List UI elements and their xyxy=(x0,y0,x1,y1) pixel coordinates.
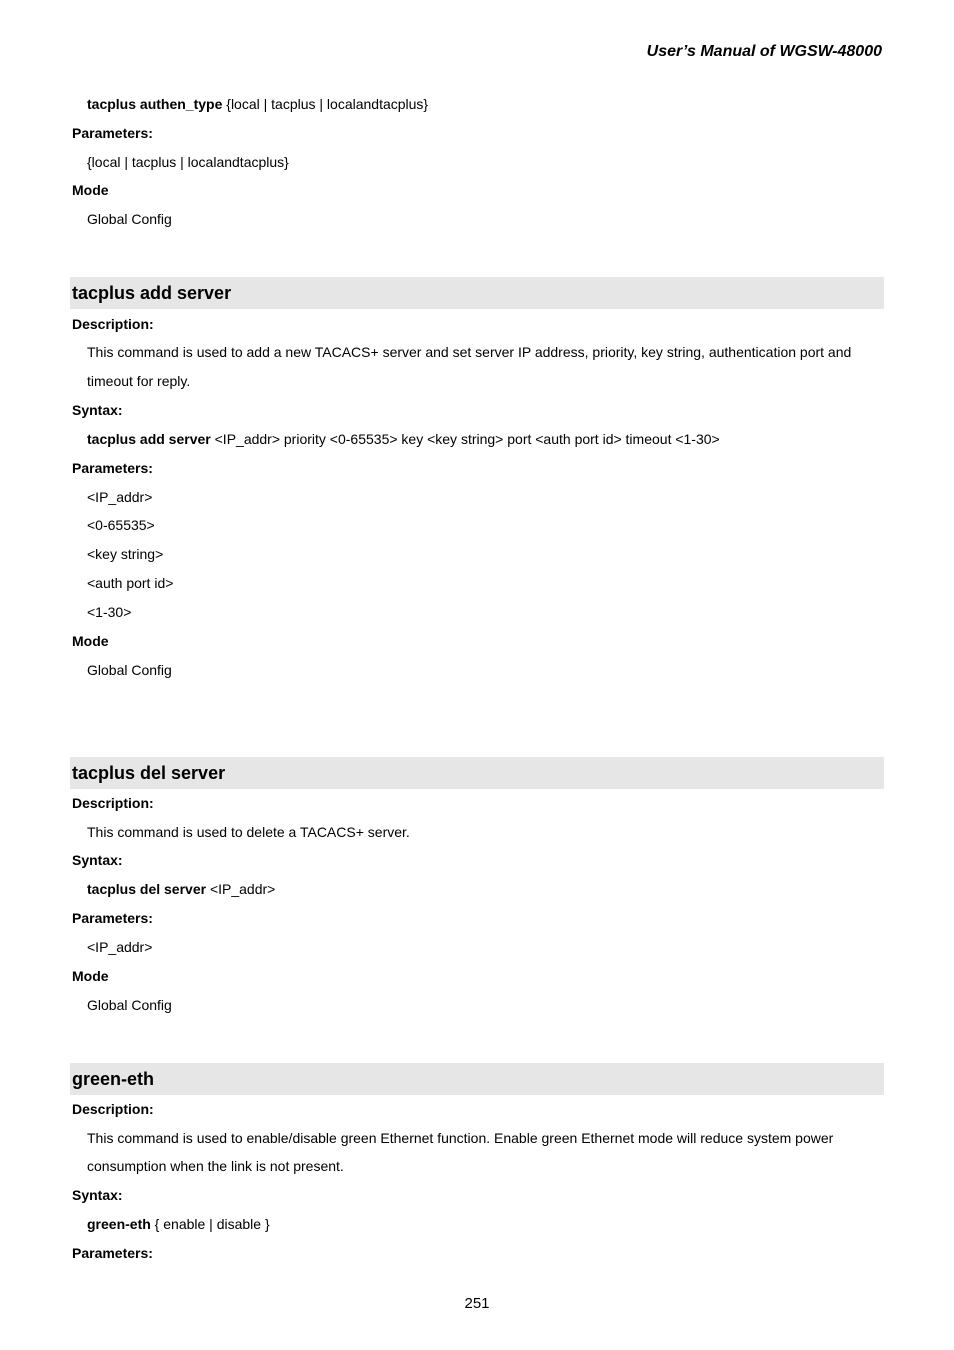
mode-value: Global Config xyxy=(87,997,172,1013)
syntax-command: tacplus authen_type xyxy=(87,96,223,112)
parameter-item: <IP_addr> xyxy=(87,489,153,505)
section-title: tacplus del server xyxy=(72,763,226,783)
syntax-arguments: <IP_addr> xyxy=(206,881,276,897)
mode-label: Mode xyxy=(72,968,109,984)
description-label: Description: xyxy=(72,316,154,332)
page-number: 251 xyxy=(464,1295,490,1312)
syntax-line xyxy=(87,1216,270,1232)
description-label: Description: xyxy=(72,1101,154,1117)
mode-label: Mode xyxy=(72,182,109,198)
parameters-label: Parameters: xyxy=(72,460,153,476)
parameter-item: <IP_addr> xyxy=(87,939,153,955)
parameters-label: Parameters: xyxy=(72,125,153,141)
parameter-item: <0-65535> xyxy=(87,517,155,533)
syntax-label: Syntax: xyxy=(72,1187,123,1203)
syntax-command: green-eth xyxy=(87,1216,151,1232)
section-title: tacplus add server xyxy=(72,283,232,303)
mode-value: Global Config xyxy=(87,662,172,678)
syntax-command: tacplus add server xyxy=(87,431,211,447)
parameter-item: <1-30> xyxy=(87,604,132,620)
mode-value: Global Config xyxy=(87,211,172,227)
parameter-item: {local | tacplus | localandtacplus} xyxy=(87,154,289,170)
syntax-line xyxy=(87,881,275,897)
mode-label: Mode xyxy=(72,633,109,649)
description-label: Description: xyxy=(72,795,154,811)
section-heading-tacplus-add-server xyxy=(70,277,884,309)
manual-header-title: User’s Manual of WGSW-48000 xyxy=(646,43,882,60)
syntax-arguments: {local | tacplus | localandtacplus} xyxy=(222,96,429,112)
section-heading-tacplus-del-server xyxy=(70,757,884,789)
syntax-label: Syntax: xyxy=(72,852,123,868)
description-line: This command is used to delete a TACACS+ server. xyxy=(87,824,410,840)
parameter-item: <auth port id> xyxy=(87,575,174,591)
syntax-command: tacplus del server xyxy=(87,881,207,897)
syntax-line xyxy=(87,431,720,447)
description-line: This command is used to enable/disable green Ethernet function. Enable green Ethernet mode will reduce system power xyxy=(87,1130,834,1146)
description-line: timeout for reply. xyxy=(87,373,191,389)
parameter-item: <key string> xyxy=(87,546,164,562)
parameters-label: Parameters: xyxy=(72,1245,153,1261)
parameters-label: Parameters: xyxy=(72,910,153,926)
syntax-line xyxy=(87,96,428,112)
syntax-arguments: <IP_addr> priority <0-65535> key <key string> port <auth port id> timeout <1-30> xyxy=(210,431,720,447)
syntax-label: Syntax: xyxy=(72,402,123,418)
section-heading-green-eth xyxy=(70,1063,884,1095)
syntax-arguments: { enable | disable } xyxy=(150,1216,270,1232)
description-line: consumption when the link is not present. xyxy=(87,1158,344,1174)
description-line: This command is used to add a new TACACS+ server and set server IP address, priority, key string, authentication port and xyxy=(87,344,852,360)
section-title: green-eth xyxy=(72,1069,155,1089)
